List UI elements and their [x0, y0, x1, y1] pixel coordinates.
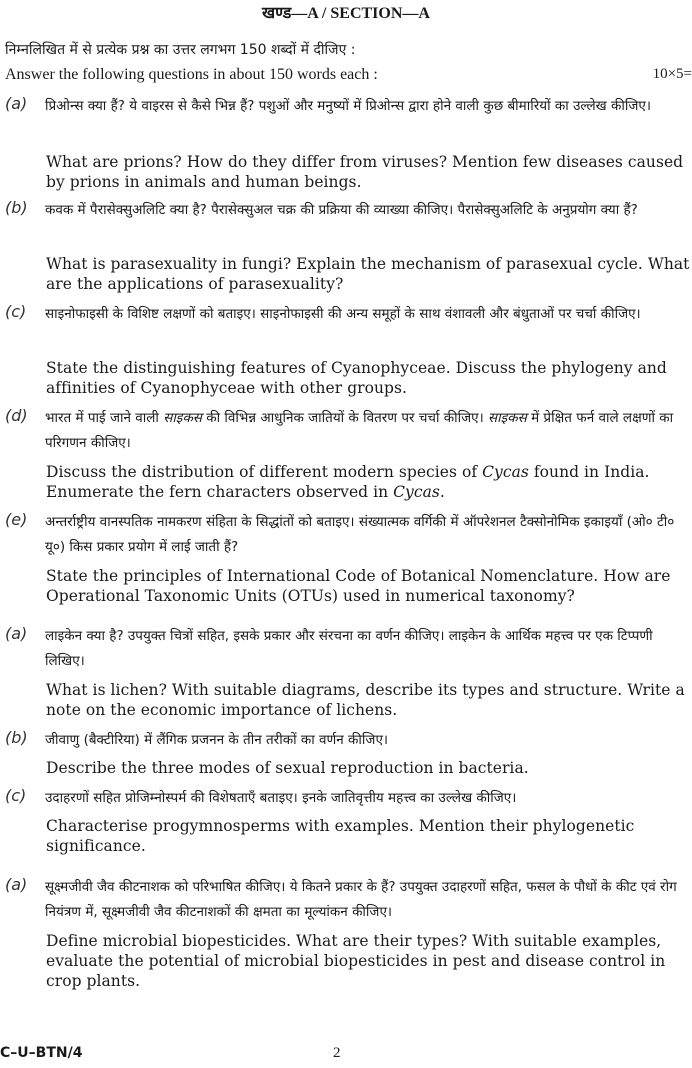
question-hindi: उदाहरणों सहित प्रोजिम्नोस्पर्म की विशेषताएँ बताइए। इनके जातिवृत्तीय महत्त्व का उल्लेख कीजिए। [45, 790, 517, 806]
question-hindi: अन्तर्राष्ट्रीय वानस्पतिक नामकरण संहिता के सिद्धांतों को बताइए। संख्यात्मक वर्गिकी में ऑपरेशनल टैक्सोनोमिक इकाइयाँ (ओ० टी० यू०) किस प्रकार प्रयोग में लाई जाती हैं? [45, 514, 675, 555]
question-english: State the principles of International Code of Botanical Nomenclature. How are Operational Taxonomic Units (OTUs) used in numerical taxonomy? [46, 567, 671, 605]
question-hindi: साइनोफाइसी के विशिष्ट लक्षणों को बताइए। साइनोफाइसी की अन्य समूहों के साथ वंशावली और बंधुताओं पर चर्चा कीजिए। [45, 306, 641, 322]
question-hindi: सूक्ष्मजीवी जैव कीटनाशक को परिभाषित कीजिए। ये कितने प्रकार के हैं? उपयुक्त उदाहरणों सहित, फसल के पौधों के कीट एवं रोग नियंत्रण में, सूक्ष्मजीवी जैव कीटनाशकों की क्षमता का मूल्यांकन कीजिए। [45, 879, 677, 920]
question-label: (a) [5, 875, 28, 894]
question-label: (c) [5, 786, 27, 805]
question-label: (b) [5, 198, 28, 217]
question-hindi: जीवाणु (बैक्टीरिया) में लैंगिक प्रजनन के तीन तरीकों का वर्णन कीजिए। [45, 732, 389, 748]
question-english: What is lichen? With suitable diagrams, describe its types and structure. Write a note on the economic importance of lichens. [46, 681, 685, 719]
question-english: State the distinguishing features of Cyanophyceae. Discuss the phylogeny and affinities of Cyanophyceae with other groups. [46, 359, 667, 397]
page-number: 2 [333, 1045, 341, 1061]
marks-label: 10×5= [652, 66, 692, 82]
question-label: (c) [5, 302, 27, 321]
instructions-hindi: निम्नलिखित में से प्रत्येक प्रश्न का उत्तर लगभग 150 शब्दों में दीजिए : [5, 42, 356, 58]
question-label: (e) [5, 510, 28, 529]
question-english: What is parasexuality in fungi? Explain the mechanism of parasexual cycle. What are the applications of parasexuality? [46, 255, 690, 293]
question-label: (b) [5, 728, 28, 747]
question-hindi: प्रिओन्स क्या हैं? ये वाइरस से कैसे भिन्न हैं? पशुओं और मनुष्यों में प्रिओन्स द्वारा होने वाली कुछ बीमारियों का उल्लेख कीजिए। [45, 98, 651, 114]
question-label: (d) [5, 406, 28, 425]
question-label: (a) [5, 94, 28, 113]
question-english: Discuss the distribution of different modern species of Cycas found in India. Enumerate the fern characters observed in Cycas. [46, 463, 650, 501]
instructions-english: Answer the following questions in about 150 words each : [5, 66, 378, 83]
question-hindi: भारत में पाई जाने वाली साइकस की विभिन्न आधुनिक जातियों के वितरण पर चर्चा कीजिए। साइकस में प्रेक्षित फर्न वाले लक्षणों का परिगणन कीजिए। [45, 410, 674, 451]
section-header: खण्ड—A / SECTION—A [262, 5, 430, 22]
question-hindi: लाइकेन क्या है? उपयुक्त चित्रों सहित, इसके प्रकार और संरचना का वर्णन कीजिए। लाइकेन के आर्थिक महत्त्व पर एक टिप्पणी लिखिए। [45, 628, 653, 669]
question-english: Characterise progymnosperms with examples. Mention their phylogenetic significance. [46, 817, 635, 855]
question-label: (a) [5, 624, 28, 643]
question-english: What are prions? How do they differ from viruses? Mention few diseases caused by prions in animals and human beings. [46, 153, 684, 191]
question-hindi: कवक में पैरासेक्सुअलिटि क्या है? पैरासेक्सुअल चक्र की प्रक्रिया की व्याख्या कीजिए। पैरासेक्सुअलिटि के अनुप्रयोग क्या हैं? [45, 202, 638, 218]
paper-code: C–U–BTN/4 [0, 1045, 83, 1061]
question-english: Describe the three modes of sexual reproduction in bacteria. [46, 759, 529, 777]
question-english: Define microbial biopesticides. What are their types? With suitable examples, evaluate the potential of microbial biopesticides in pest and disease control in crop plants. [46, 932, 666, 990]
